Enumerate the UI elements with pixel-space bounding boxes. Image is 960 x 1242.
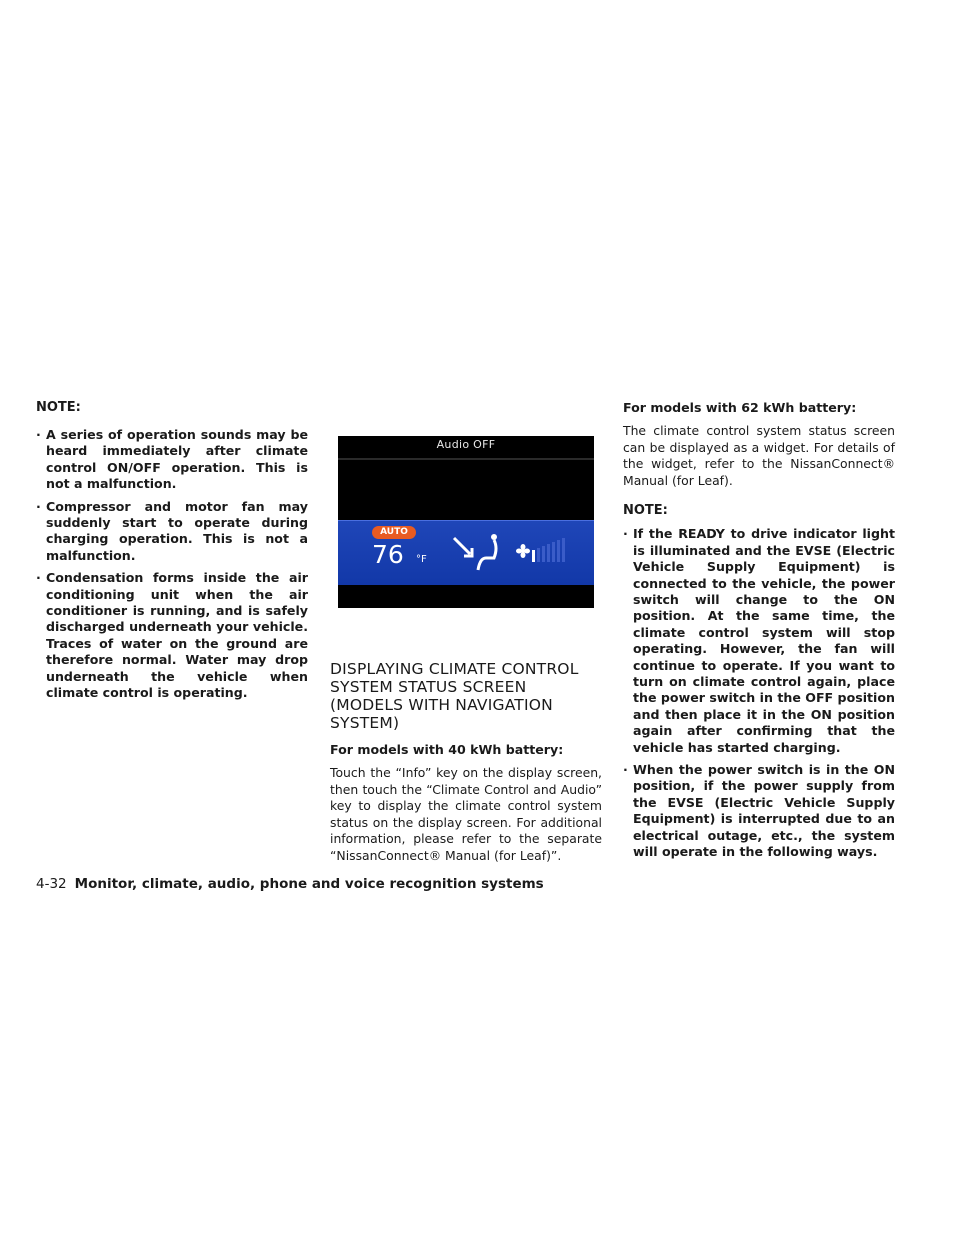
- footer-section-title: Monitor, climate, audio, phone and voice recognition systems: [74, 876, 544, 892]
- page-number: 4-32: [36, 876, 67, 892]
- instruction-paragraph: Touch the “Info” key on the display screen, then touch the “Climate Control and Audio” key to display the climate control system status on the display screen. For additional information, please refer to the separate “NissanConnect® Manual (for Leaf)”.: [330, 765, 602, 863]
- note-item: · If the READY to drive indicator light is illuminated and the EVSE (Electric Vehicle Supply Equipment) is connected to the vehicle, the power switch will change to the ON position. At the same time, the climate control system will stop operating. However, the fan will continue to operate. If you want to turn on climate control again, place the power switch in the OFF position and then place it in the ON position again after confirming that the vehicle has started charging.: [623, 526, 895, 756]
- fan-speed-bars-icon: [532, 538, 572, 562]
- temperature-readout: 76: [372, 540, 404, 569]
- note-title: NOTE:: [623, 503, 668, 519]
- audio-off-label: Audio OFF: [436, 438, 496, 451]
- note-list: [623, 526, 895, 860]
- left-column: [36, 400, 308, 708]
- widget-paragraph: The climate control system status screen can be displayed as a widget. For details of the widget, refer to the NissanConnect® Manual (for Leaf).: [623, 423, 895, 488]
- fan-icon: [516, 544, 530, 558]
- section-heading: DISPLAYING CLIMATE CONTROL SYSTEM STATUS SCREEN (MODELS WITH NAVIGATION SYSTEM): [330, 660, 579, 732]
- note-item: · When the power switch is in the ON position, if the power supply from the EVSE (Electric Vehicle Supply Equipment) is interrupted due to an electrical outage, etc., the system will operate in the following ways.: [623, 762, 895, 860]
- subheading-62kwh: For models with 62 kWh battery:: [623, 400, 857, 415]
- note-item: · Condensation forms inside the air conditioning unit when the air conditioner is running, and is safely discharged underneath your vehicle. Traces of water on the ground are therefore normal. Water may drop underneath the vehicle when climate control is operating.: [36, 570, 308, 701]
- page-footer: [36, 876, 544, 892]
- note-item: · A series of operation sounds may be heard immediately after climate control ON/OFF operation. This is not a malfunction.: [36, 427, 308, 493]
- screen-divider: [338, 458, 594, 460]
- right-column: [623, 400, 895, 867]
- auto-mode-badge: AUTO: [372, 526, 416, 539]
- note-list: [36, 427, 308, 702]
- airflow-seat-icon: [450, 532, 506, 576]
- note-item: · Compressor and motor fan may suddenly start to operate during charging operation. This is not a malfunction.: [36, 499, 308, 565]
- middle-column: [330, 400, 602, 877]
- note-title: NOTE:: [36, 400, 81, 415]
- subheading-40kwh: For models with 40 kWh battery:: [330, 742, 564, 757]
- temperature-unit: °F: [416, 554, 427, 565]
- climate-screen-image: [338, 436, 594, 608]
